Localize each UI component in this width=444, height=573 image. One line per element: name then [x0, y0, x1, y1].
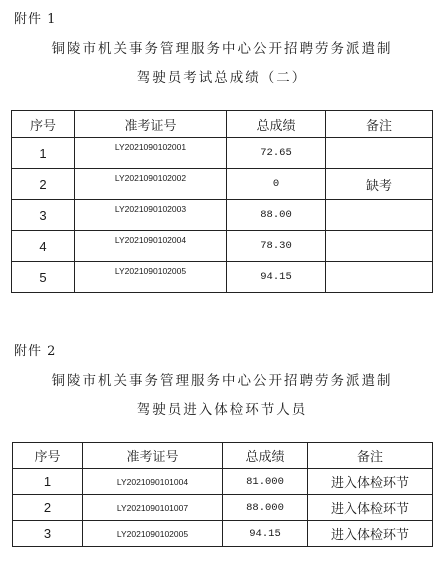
- row-remark: 进入体检环节: [308, 469, 433, 495]
- header-remark: 备注: [326, 111, 433, 138]
- physical-exam-table: [12, 442, 433, 547]
- table-row: [12, 262, 433, 293]
- row-no: 2: [13, 495, 83, 521]
- row-no: 2: [12, 169, 75, 200]
- row-no: 3: [13, 521, 83, 547]
- row-remark: 进入体检环节: [308, 495, 433, 521]
- row-exam-id: LY2021090101007: [83, 495, 223, 521]
- row-score: 94.15: [227, 262, 326, 293]
- table-row: [12, 200, 433, 231]
- table-row: [13, 495, 433, 521]
- header-score: 总成绩: [227, 111, 326, 138]
- row-exam-id: LY2021090102005: [83, 521, 223, 547]
- row-remark: 进入体检环节: [308, 521, 433, 547]
- table-row: [12, 169, 433, 200]
- row-remark: [326, 231, 433, 262]
- table-row: [13, 521, 433, 547]
- row-exam-id: LY2021090102005: [75, 262, 227, 293]
- row-no: 5: [12, 262, 75, 293]
- table-header-row: [13, 443, 433, 469]
- row-remark: [326, 200, 433, 231]
- row-score: 72.65: [227, 138, 326, 169]
- header-score: 总成绩: [223, 443, 308, 469]
- header-exam-id: 准考证号: [83, 443, 223, 469]
- row-exam-id: LY2021090102004: [75, 231, 227, 262]
- header-remark: 备注: [308, 443, 433, 469]
- row-exam-id: LY2021090101004: [83, 469, 223, 495]
- row-score: 88.00: [227, 200, 326, 231]
- row-score: 78.30: [227, 231, 326, 262]
- row-score: 0: [227, 169, 326, 200]
- attachment-2-label: 附件 2: [14, 344, 57, 359]
- attachment-2-title-line2: 驾驶员进入体检环节人员: [136, 402, 308, 418]
- header-no: 序号: [12, 111, 75, 138]
- exam-score-table: [11, 110, 433, 293]
- header-no: 序号: [13, 443, 83, 469]
- row-no: 3: [12, 200, 75, 231]
- attachment-1-title-line1: 铜陵市机关事务管理服务中心公开招聘劳务派遣制: [51, 41, 393, 57]
- table-row: [13, 469, 433, 495]
- attachment-1-label: 附件 1: [14, 12, 57, 27]
- attachment-1-title-line2: 驾驶员考试总成绩（二）: [136, 70, 308, 86]
- row-no: 1: [12, 138, 75, 169]
- attachment-2-title-line1: 铜陵市机关事务管理服务中心公开招聘劳务派遣制: [51, 373, 393, 389]
- row-exam-id: LY2021090102002: [75, 169, 227, 200]
- row-remark: [326, 138, 433, 169]
- table-row: [12, 138, 433, 169]
- row-exam-id: LY2021090102003: [75, 200, 227, 231]
- row-score: 81.000: [223, 469, 308, 495]
- table-header-row: [12, 111, 433, 138]
- row-score: 94.15: [223, 521, 308, 547]
- row-remark: 缺考: [326, 169, 433, 200]
- row-remark: [326, 262, 433, 293]
- row-no: 4: [12, 231, 75, 262]
- header-exam-id: 准考证号: [75, 111, 227, 138]
- table-row: [12, 231, 433, 262]
- row-score: 88.000: [223, 495, 308, 521]
- row-exam-id: LY2021090102001: [75, 138, 227, 169]
- row-no: 1: [13, 469, 83, 495]
